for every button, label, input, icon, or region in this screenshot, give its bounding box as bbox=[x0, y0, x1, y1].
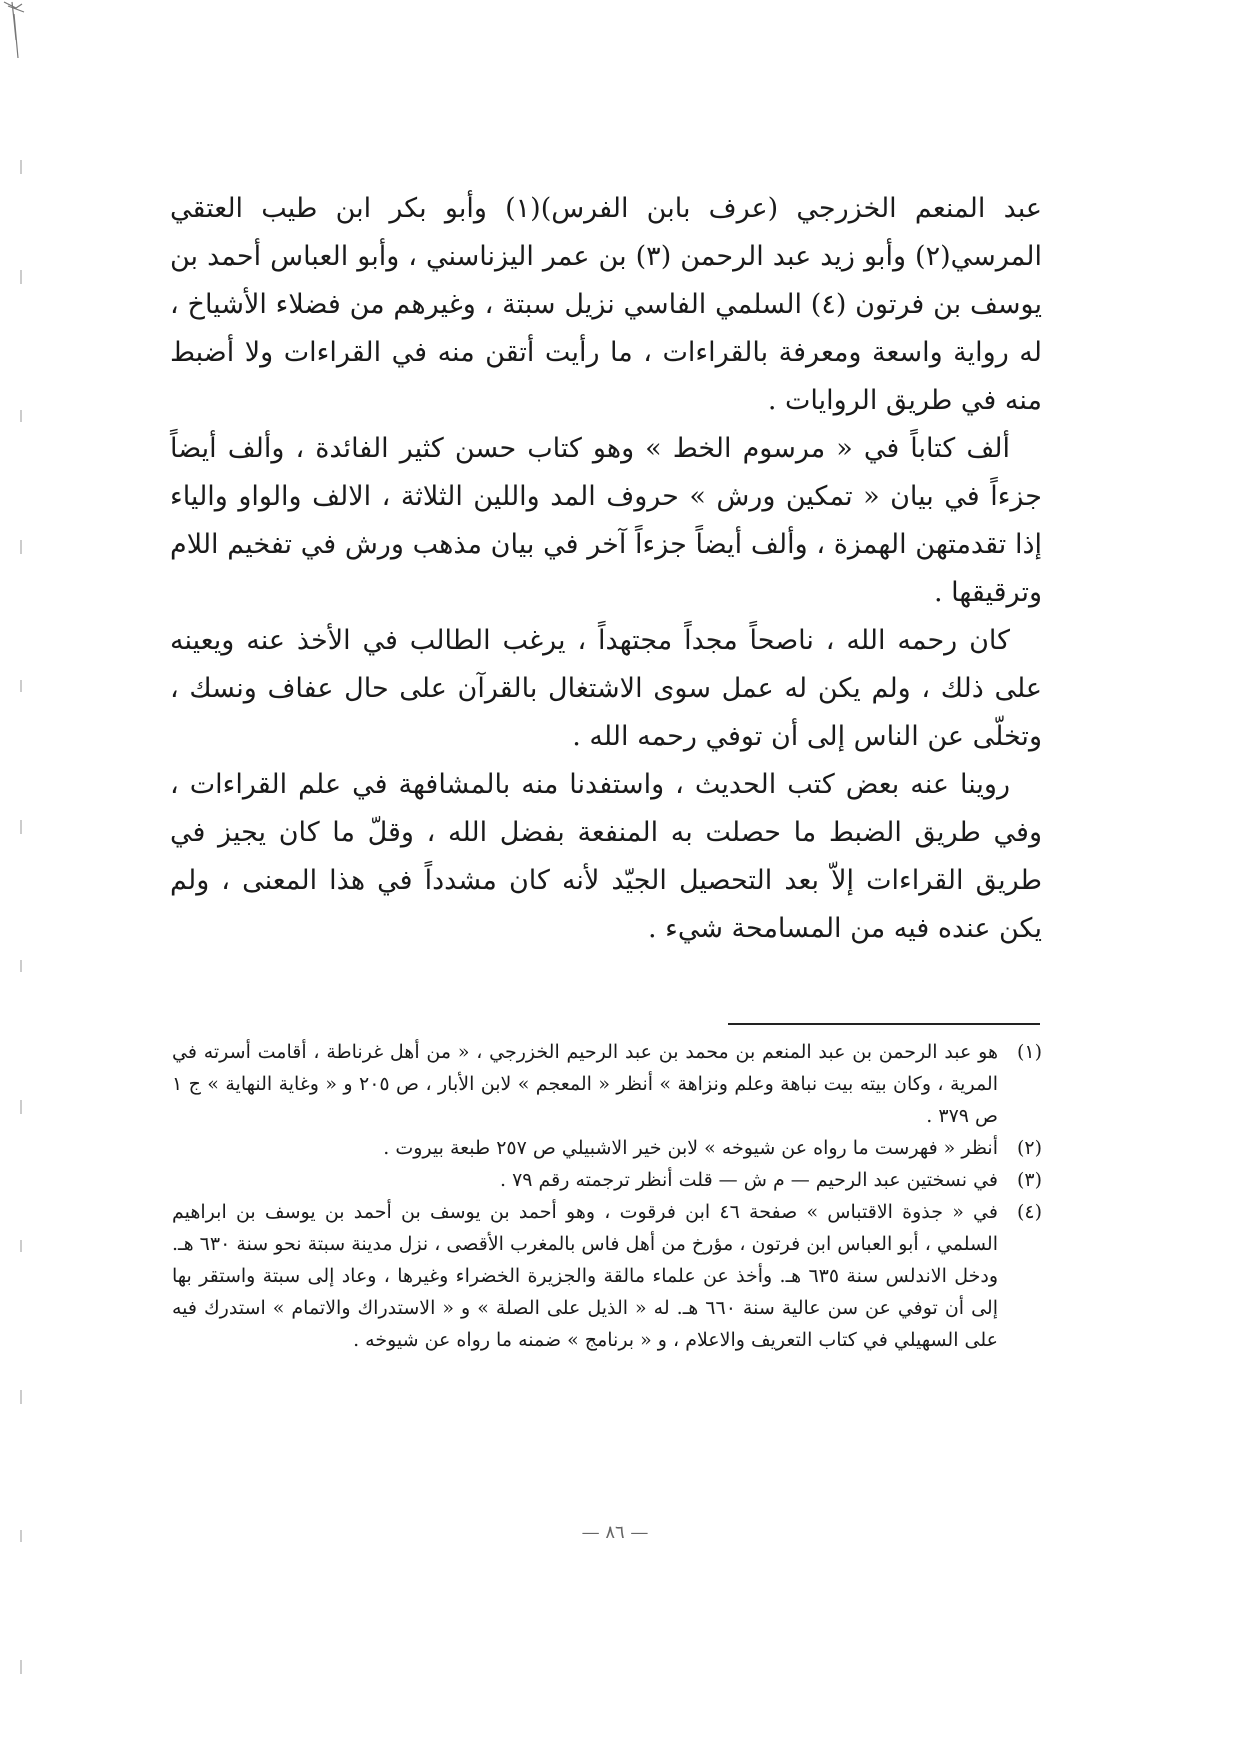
page-number: — ٨٦ — bbox=[581, 1522, 649, 1543]
footnotes bbox=[172, 1036, 1042, 1356]
footnote-number: (١) bbox=[1016, 1041, 1042, 1063]
scan-corner-mark bbox=[2, 0, 28, 60]
footnote-2 bbox=[172, 1132, 1042, 1164]
paragraph-2: ألف كتاباً في « مرسوم الخط » وهو كتاب حسن كثير الفائدة ، وألف أيضاً جزءاً في بيان « تمكين ورش » حروف المد واللين الثلاثة ، الالف والواو والياء إذا تقدمتهن الهمزة ، وألف أيضاً جزءاً آخر في بيان مذهب ورش في تفخيم اللام وترقيقها . bbox=[170, 433, 1042, 608]
footnote-separator bbox=[728, 1023, 1040, 1025]
scan-edge-marks bbox=[18, 160, 24, 1720]
footnote-text: أنظر « فهرست ما رواه عن شيوخه » لابن خير الاشبيلي ص ٢٥٧ طبعة بيروت . bbox=[383, 1137, 998, 1159]
paragraph-3: كان رحمه الله ، ناصحاً مجداً مجتهداً ، يرغب الطالب في الأخذ عنه ويعينه على ذلك ، ولم يكن له عمل سوى الاشتغال بالقرآن على حال عفاف ونسك ، وتخلّى عن الناس إلى أن توفي رحمه الله . bbox=[170, 625, 1042, 752]
footnote-number: (٤) bbox=[1016, 1201, 1042, 1223]
main-text bbox=[170, 185, 1042, 953]
footnote-text: في نسختين عبد الرحيم — م ش — قلت أنظر ترجمته رقم ٧٩ . bbox=[499, 1169, 998, 1191]
paragraph-1: عبد المنعم الخزرجي (عرف بابن الفرس)(١) وأبو بكر ابن طيب العتقي المرسي(٢) وأبو زيد عبد الرحمن (٣) بن عمر اليزناسني ، وأبو العباس أحمد بن يوسف بن فرتون (٤) السلمي الفاسي نزيل سبتة ، وغيرهم من فضلاء الأشياخ ، له رواية واسعة ومعرفة بالقراءات ، ما رأيت أتقن منه في القراءات ولا أضبط منه في طريق الروايات . bbox=[170, 193, 1043, 416]
footnote-3 bbox=[172, 1164, 1042, 1196]
footnote-1 bbox=[172, 1036, 1042, 1132]
footnote-number: (٣) bbox=[1016, 1169, 1042, 1191]
footnote-4 bbox=[172, 1196, 1042, 1356]
paragraph-4: روينا عنه بعض كتب الحديث ، واستفدنا منه بالمشافهة في علم القراءات ، وفي طريق الضبط ما حصلت به المنفعة بفضل الله ، وقلّ ما كان يجيز في طريق القراءات إلاّ بعد التحصيل الجيّد لأنه كان مشدداً في هذا المعنى ، ولم يكن عنده فيه من المسامحة شيء . bbox=[170, 769, 1042, 944]
footnote-number: (٢) bbox=[1016, 1137, 1042, 1159]
footnote-text: في « جذوة الاقتباس » صفحة ٤٦ ابن فرقوت ، وهو أحمد بن يوسف بن أحمد بن يوسف بن ابراهيم السلمي ، أبو العباس ابن فرتون ، مؤرخ من أهل فاس بالمغرب الأقصى ، نزل مدينة سبتة نحو سنة ٦٣٠ هـ. ودخل الاندلس سنة ٦٣٥ هـ. وأخذ عن علماء مالقة والجزيرة الخضراء وغيرها ، وعاد إلى سبتة واستقر بها إلى أن توفي عن سن عالية سنة ٦٦٠ هـ. له « الذيل على الصلة » و « الاستدراك والاتمام » استدرك فيه على السهيلي في كتاب التعريف والاعلام ، و « برنامج » ضمنه ما رواه عن شيوخه . bbox=[172, 1201, 998, 1351]
footnote-text: هو عبد الرحمن بن عبد المنعم بن محمد بن عبد الرحيم الخزرجي ، « من أهل غرناطة ، أقامت أسرته في المرية ، وكان بيته بيت نباهة وعلم ونزاهة » أنظر « المعجم » لابن الأبار ، ص ٢٠٥ و « وغاية النهاية » ج ١ ص ٣٧٩ . bbox=[172, 1041, 998, 1127]
